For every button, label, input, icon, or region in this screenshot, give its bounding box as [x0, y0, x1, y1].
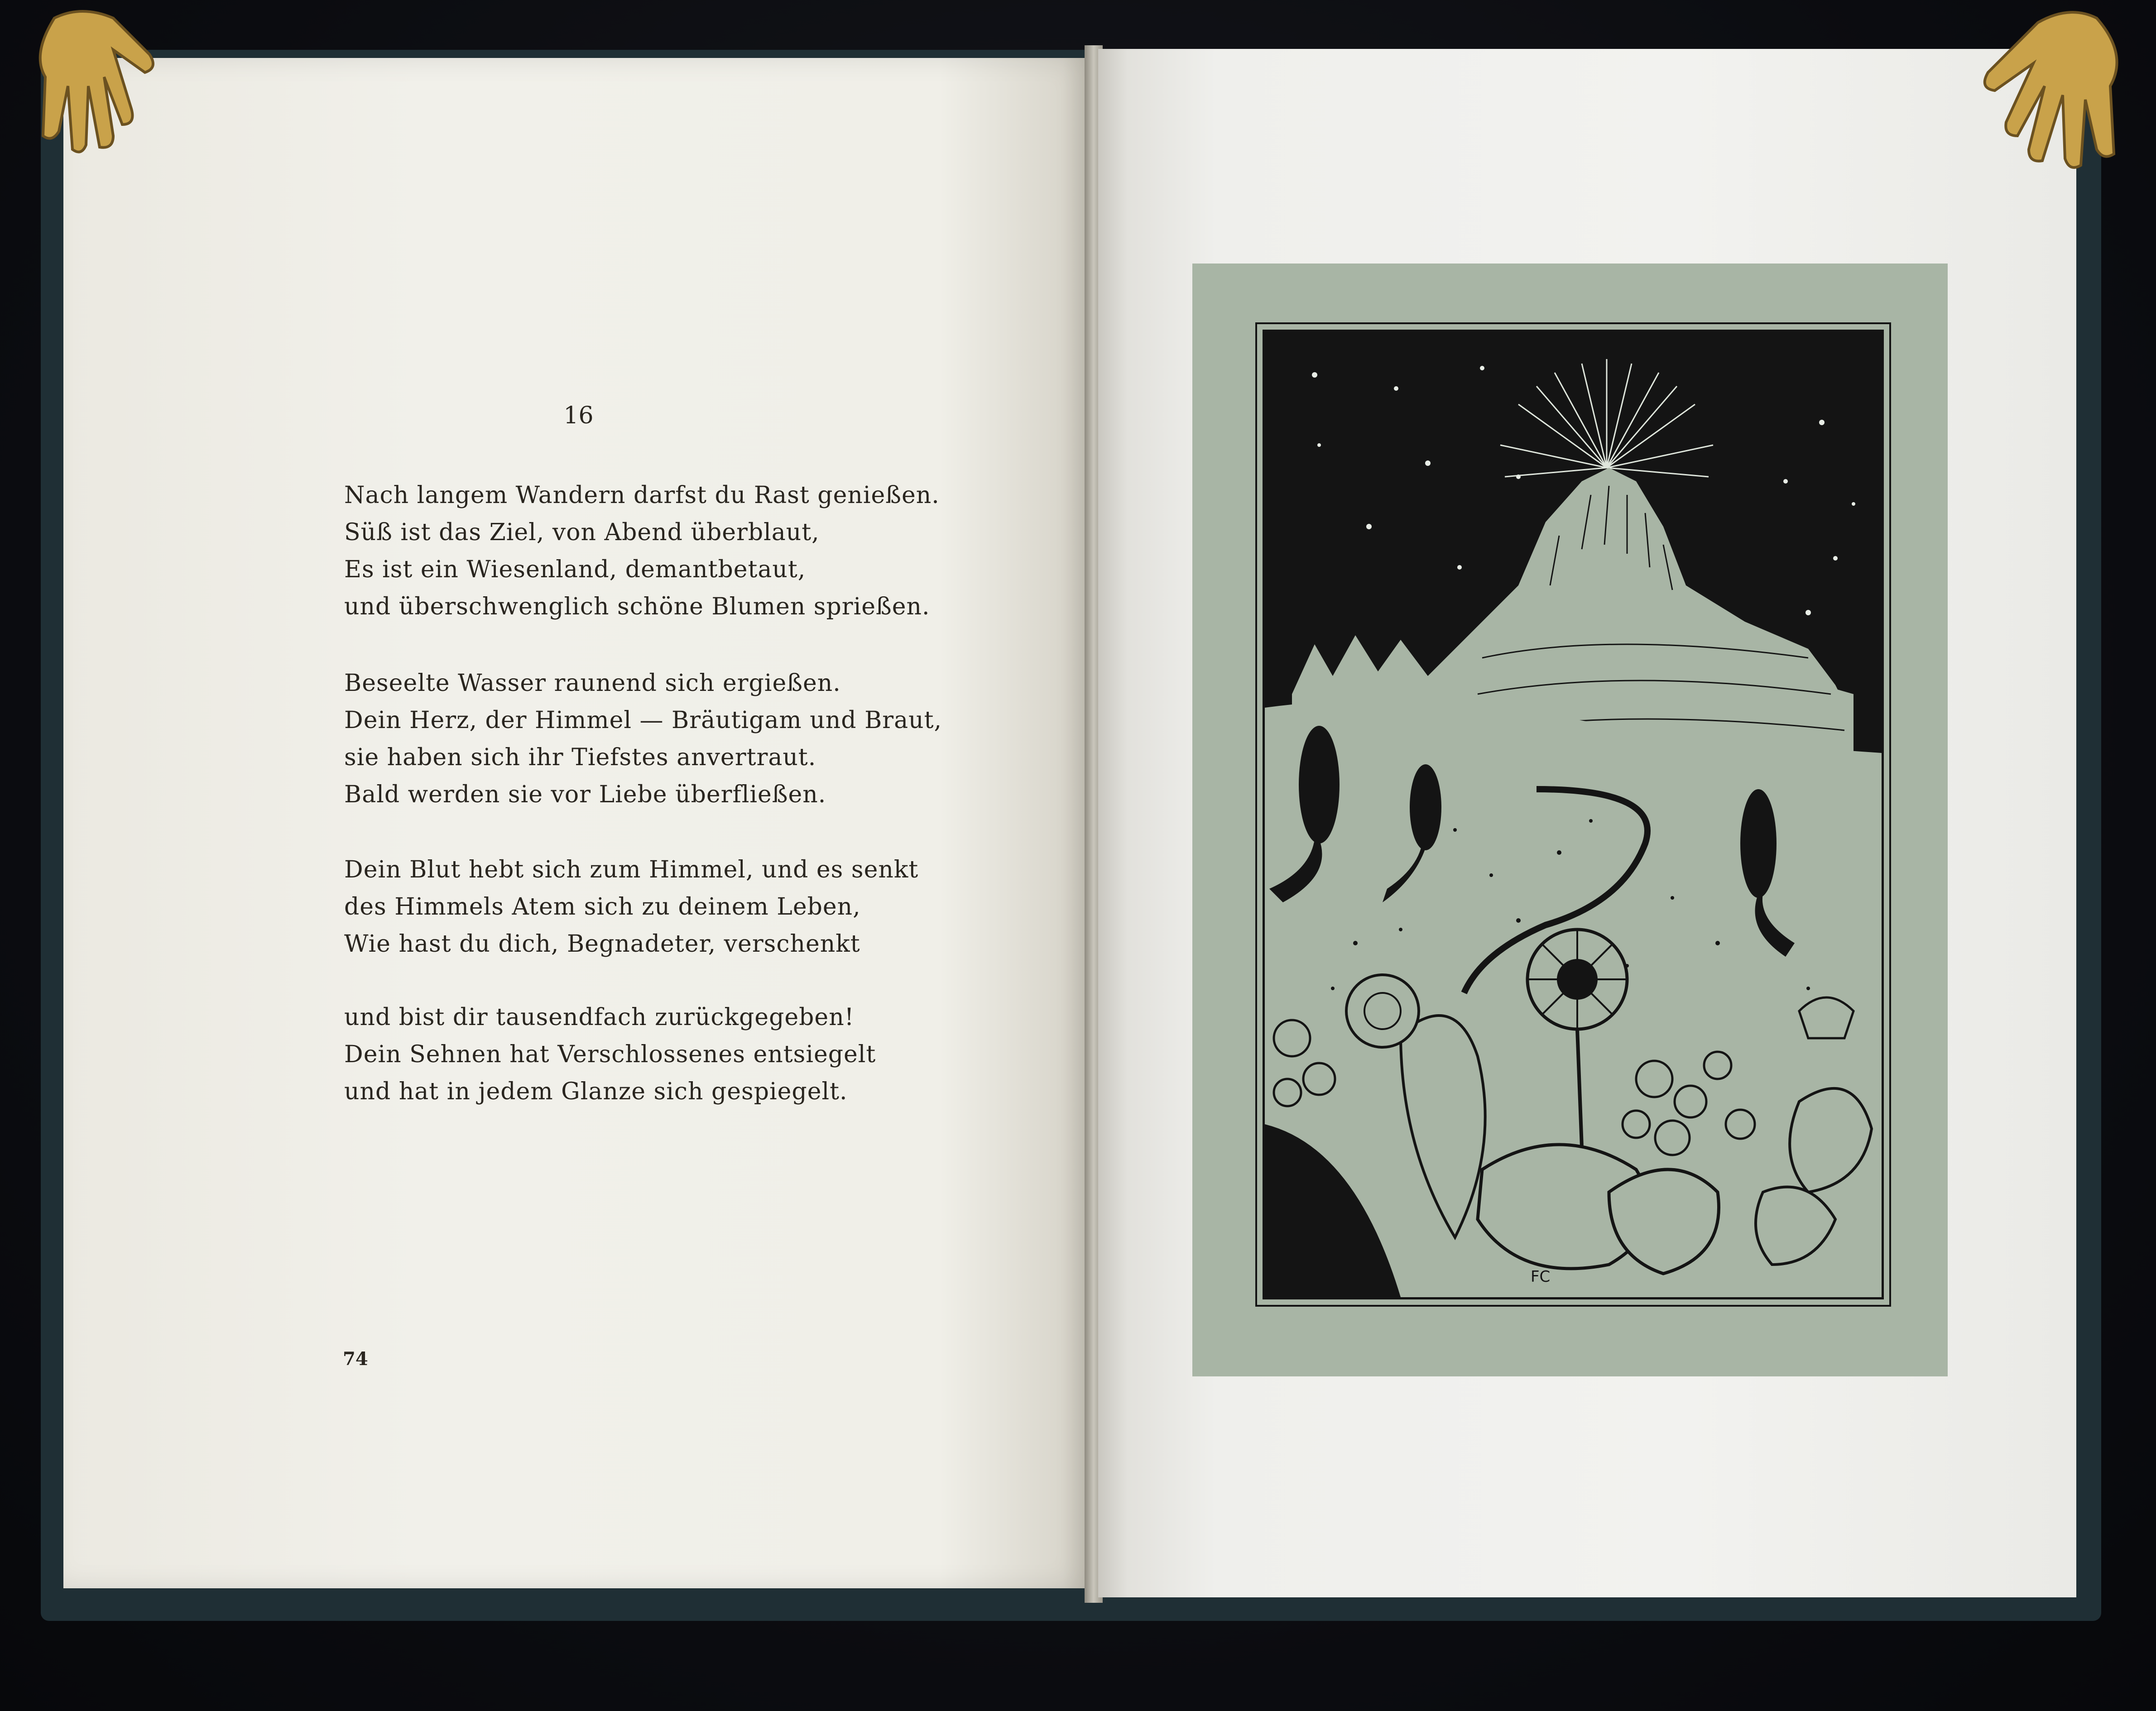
poem-line: Wie hast du dich, Begnadeter, verschenkt	[344, 930, 860, 958]
brass-hand-clip-left-icon	[0, 0, 172, 190]
stanza-3	[344, 851, 918, 963]
stanza-2	[344, 665, 942, 813]
poem-line: und hat in jedem Glanze sich gespiegelt.	[344, 1078, 848, 1105]
poem-line: des Himmels Atem sich zu deinem Leben,	[344, 893, 861, 920]
poem-line: Dein Blut hebt sich zum Himmel, und es senkt	[344, 856, 919, 883]
poem-line: Dein Herz, der Himmel — Bräutigam und Braut,	[344, 707, 942, 734]
night-mountain-meadow-illustration	[1263, 330, 1884, 1299]
poem-line: Bald werden sie vor Liebe überfließen.	[344, 781, 826, 808]
poem-line: sie haben sich ihr Tiefstes anvertraut.	[344, 744, 816, 771]
poem-line: Es ist ein Wiesenland, demantbetaut,	[344, 556, 806, 583]
poem-line: und bist dir tausendfach zurückgegeben!	[344, 1004, 855, 1031]
brass-hand-clip-right-icon	[1961, 0, 2156, 199]
left-page	[63, 58, 1094, 1588]
poem-line: Dein Sehnen hat Verschlossenes entsiegelt	[344, 1041, 876, 1068]
stanza-1	[344, 477, 940, 625]
poem-line: Beseelte Wasser raunend sich ergießen.	[344, 670, 841, 697]
poem-number: 16	[563, 402, 594, 429]
artist-monogram: FC	[1531, 1268, 1551, 1286]
poem-line: Nach langem Wandern darfst du Rast genießen.	[344, 482, 940, 509]
poem-line: und überschwenglich schöne Blumen sprießen.	[344, 593, 930, 620]
stanza-4	[344, 999, 876, 1110]
page-number: 74	[343, 1348, 368, 1370]
illustration-artwork	[1265, 332, 1882, 1297]
poem-line: Süß ist das Ziel, von Abend überblaut,	[344, 519, 820, 546]
